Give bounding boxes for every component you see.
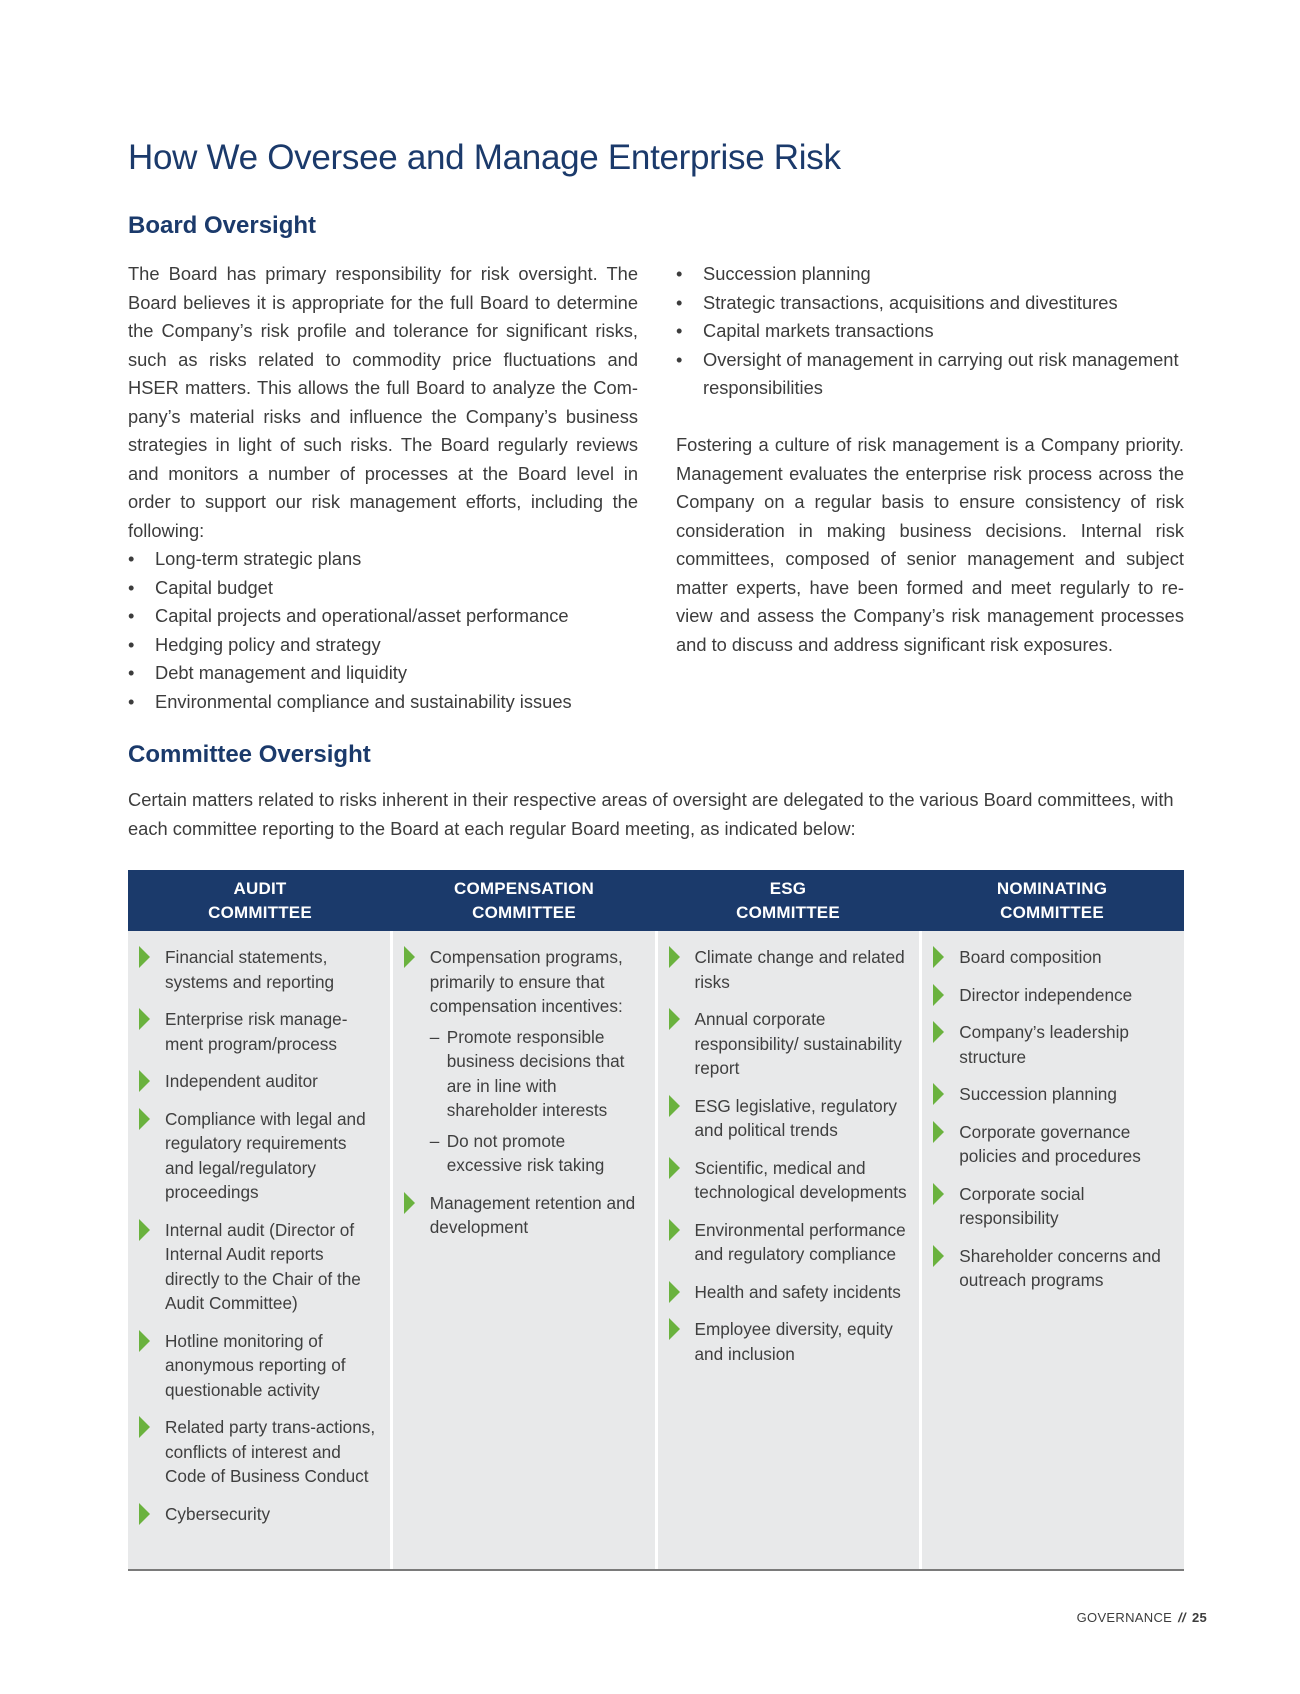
arrow-right-icon [139,1219,150,1241]
list-item [404,945,643,1178]
arrow-right-icon [404,946,415,968]
item-text: Succession planning [959,1084,1117,1104]
arrow-right-icon [139,1108,150,1130]
list-item [933,1244,1172,1293]
arrow-right-icon [933,1245,944,1267]
list-item [933,983,1172,1008]
item-text: Financial statements, systems and reporting [165,947,335,992]
header-line: COMPENSATION [454,879,594,898]
list-item [139,945,378,994]
list-item: • Oversight of management in carrying out risk management responsibilities [676,346,1184,403]
list-item [669,1156,908,1205]
arrow-right-icon [933,1121,944,1143]
list-item [933,1020,1172,1069]
header-line: COMMITTEE [472,903,576,922]
item-text: ESG legislative, regulatory and political trends [694,1095,898,1140]
board-left-column [128,260,638,716]
arrow-right-icon [139,1008,150,1030]
page-number: 25 [1191,1610,1207,1625]
arrow-right-icon [669,946,680,968]
list-item [669,945,908,994]
list-item [933,1182,1172,1231]
audit-committee-cell [128,931,393,1569]
list-item [669,1007,908,1081]
list-item: • Strategic transactions, acquisitions and divestitures [676,289,1184,318]
sub-list-item: – Promote responsible business decisions that are in line with shareholder interests [430,1025,643,1123]
list-item: • Capital projects and operational/asset performance [128,602,638,631]
item-text: Company’s leadership structure [959,1022,1129,1067]
list-item [404,1191,643,1240]
header-line: COMMITTEE [1000,903,1104,922]
committee-intro: Certain matters related to risks inherent in their respective areas of oversight are delegated to the various Board committees, with each committee reporting to the Board at each regular Board meeting, as indicated below: [128,789,1174,839]
page-footer [1077,1610,1207,1625]
list-item [933,1120,1172,1169]
footer-section: GOVERNANCE [1076,1610,1173,1625]
item-text: Corporate social responsibility [959,1183,1085,1228]
item-text: Environmental performance and regulatory compliance [694,1219,906,1264]
header-line: NOMINATING [996,879,1108,898]
arrow-right-icon [669,1318,680,1340]
arrow-right-icon [139,1330,150,1352]
list-item: • Succession planning [676,260,1184,289]
arrow-right-icon [933,1083,944,1105]
list-item: • Hedging policy and strategy [128,631,638,660]
arrow-right-icon [933,946,944,968]
list-item [933,1082,1172,1107]
table-header-row [128,870,1184,931]
list-item [139,1007,378,1056]
item-text: Internal audit (Director of Internal Audit reports directly to the Chair of the Audit Committee) [165,1219,361,1313]
arrow-right-icon [669,1157,680,1179]
item-text: Compliance with legal and regulatory requirements and legal/regulatory proceedings [165,1108,366,1202]
board-right-column [676,260,1184,659]
header-line: ESG [769,879,807,898]
esg-committee-cell [658,931,923,1569]
arrow-right-icon [404,1192,415,1214]
item-text: Management retention and development [429,1192,636,1237]
page-title: How We Oversee and Manage Enterprise Risk [128,138,841,177]
list-item [139,1107,378,1205]
list-item [669,1094,908,1143]
arrow-right-icon [139,1416,150,1438]
list-item [139,1329,378,1403]
arrow-right-icon [669,1008,680,1030]
list-item: • Long-term strategic plans [128,545,638,574]
nominating-committee-cell [922,931,1184,1569]
list-item: • Capital markets transactions [676,317,1184,346]
list-item: • Capital budget [128,574,638,603]
arrow-right-icon [669,1095,680,1117]
arrow-right-icon [669,1219,680,1241]
list-item: • Environmental compliance and sustainability issues [128,688,638,717]
header-line: COMMITTEE [208,903,312,922]
item-text: Independent auditor [165,1071,318,1091]
item-text: Shareholder concerns and outreach programs [959,1245,1161,1290]
item-text: Compensation programs, primarily to ensure that compensation incentives: [429,947,623,1016]
item-text: Climate change and related risks [694,947,905,992]
header-line: AUDIT [233,879,287,898]
board-oversight-heading: Board Oversight [128,212,317,239]
item-text: Related party trans-actions, conflicts of interest and Code of Business Conduct [165,1417,376,1486]
list-item [139,1218,378,1316]
committee-oversight-heading: Committee Oversight [128,741,371,768]
board-bullet-list-right [676,260,1184,403]
footer-separator: // [1178,1610,1186,1625]
list-item [139,1069,378,1094]
compensation-committee-header [392,870,656,931]
risk-culture-paragraph: Fostering a culture of risk management is a Company priority. Management evaluates the enterprise risk process across the Company on a regular basis to ensure consistency of risk consideration in making business decisions. Internal risk committees, composed of senior management and subject matter experts, have been formed and meet regularly to re-view and assess the Company’s risk management processes and to discuss and address significant risk exposures. [676,434,1184,655]
arrow-right-icon [669,1281,680,1303]
item-text: Board composition [959,947,1102,967]
arrow-right-icon [933,1021,944,1043]
item-text: Health and safety incidents [694,1281,901,1302]
arrow-right-icon [139,946,150,968]
arrow-right-icon [139,1503,150,1525]
list-item [669,1280,908,1305]
committee-table [128,870,1184,1571]
sub-list [430,1025,643,1178]
nominating-committee-header [920,870,1184,931]
header-line: COMMITTEE [736,903,840,922]
table-body-row [128,931,1184,1571]
item-text: Enterprise risk manage-ment program/process [165,1009,348,1054]
board-paragraph: The Board has primary responsibility for risk oversight. The Board believes it is appropriate for the full Board to determine the Company’s risk profile and tolerance for significant risks, such as risks related to commodity price fluctuations and HSER matters. This allows the full Board to analyze the Com-pany’s material risks and influence the Company’s business strategies in light of such risks. The Board regularly reviews and monitors a number of processes at the Board level in order to support our risk management efforts, including the following: [128,263,638,541]
list-item [669,1317,908,1366]
arrow-right-icon [139,1070,150,1092]
item-text: Employee diversity, equity and inclusion [694,1319,893,1364]
sub-list-item: – Do not promote excessive risk taking [430,1129,643,1178]
arrow-right-icon [933,984,944,1006]
audit-committee-header [128,870,392,931]
list-item: • Debt management and liquidity [128,659,638,688]
compensation-committee-cell [393,931,658,1569]
arrow-right-icon [933,1183,944,1205]
item-text: Annual corporate responsibility/ sustainability report [694,1009,902,1078]
item-text: Director independence [959,984,1133,1005]
item-text: Corporate governance policies and procedures [959,1121,1141,1166]
board-bullet-list-left [128,545,638,716]
item-text: Scientific, medical and technological developments [694,1157,907,1202]
list-item [933,945,1172,970]
list-item [669,1218,908,1267]
list-item [139,1415,378,1489]
list-item [139,1502,378,1527]
item-text: Hotline monitoring of anonymous reporting of questionable activity [165,1330,346,1400]
esg-committee-header [656,870,920,931]
item-text: Cybersecurity [165,1503,271,1524]
